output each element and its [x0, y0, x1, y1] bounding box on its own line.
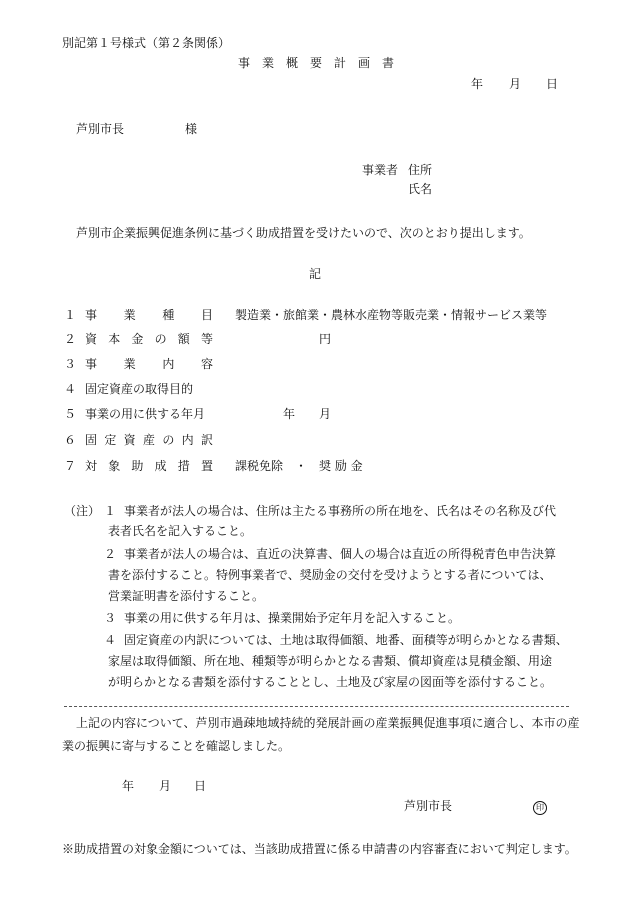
item-value: 円 [319, 332, 332, 346]
confirmation-line-1: 上記の内容について、芦別市過疎地域持続的発展計画の産業振興促進事項に適合し、本市の産 [76, 716, 580, 730]
signer-name: 芦別市長 [404, 799, 453, 813]
note-text: 事業者が法人の場合は、直近の決算書、個人の場合は直近の所得税青色申告決算 [124, 547, 557, 561]
note-number: ３ [104, 611, 117, 625]
item-label [85, 333, 213, 345]
confirmation-date-day: 日 [194, 779, 207, 793]
item-label-char: 資 [85, 332, 98, 346]
item-label-char: 措 [177, 459, 190, 473]
item-label-char: 事 [85, 308, 98, 322]
confirmation-date-year: 年 [122, 779, 135, 793]
item-label [85, 383, 213, 395]
document-title: 事 業 概 要 計 画 書 [238, 56, 395, 70]
note-text: が明らかとなる書類を添付することとし、土地及び家屋の図面等を添付すること。 [108, 675, 553, 689]
item-label-char: の [154, 332, 167, 346]
note-text: 事業の用に供する年月は、操業開始予定年月を記入すること。 [124, 611, 461, 625]
note-number: ２ [104, 547, 117, 561]
applicant-name-label: 氏名 [408, 182, 433, 196]
item-label [85, 358, 213, 370]
item-label-char: 固定資産の取得目的 [85, 382, 194, 396]
seal-icon: 印 [533, 801, 547, 815]
note-text: 家屋は取得価額、所在地、種類等が明らかとなる書類、償却資産は見積金額、用途 [108, 654, 553, 668]
item-label-char: 象 [108, 459, 121, 473]
item-number: ４ [64, 382, 77, 396]
confirmation-date-month: 月 [159, 779, 172, 793]
item-number: ７ [64, 459, 77, 473]
item-number: ２ [64, 332, 77, 346]
applicant-label: 事業者 [362, 163, 399, 177]
note-text: 営業証明書を添付すること。 [108, 589, 265, 603]
item-label-char: 内 [162, 357, 175, 371]
addressee-name: 芦別市長 [76, 122, 125, 136]
confirmation-line-2: 業の振興に寄与することを確認しました。 [62, 739, 291, 753]
seal-mark [533, 800, 547, 815]
item-label-char: 成 [154, 459, 167, 473]
footnote: ※助成措置の対象金額については、当該助成措置に係る申請書の内容審査において判定します。 [62, 842, 577, 856]
note-text: 表者氏名を記入すること。 [108, 524, 253, 538]
date-year-label: 年 [471, 77, 484, 91]
date-day-label: 日 [546, 77, 559, 91]
item-label-char: 事 [85, 357, 98, 371]
item-label-char: 額 [177, 332, 190, 346]
item-label-char: 助 [131, 459, 144, 473]
item-label-char: 置 [200, 459, 213, 473]
note-text: 事業者が法人の場合は、住所は主たる事務所の所在地を、氏名はその名称及び代 [124, 504, 557, 518]
item-value: 年 月 [283, 407, 332, 421]
item-label-char: 産 [142, 433, 155, 447]
addressee-honorific: 様 [185, 122, 198, 136]
notes-prefix: （注） [64, 504, 101, 518]
ki-label: 記 [309, 267, 322, 281]
item-value: 製造業・旅館業・農林水産物等販売業・情報サービス業等 [235, 308, 548, 322]
item-label-char: 等 [200, 332, 213, 346]
item-label-char: 業 [123, 357, 136, 371]
note-number: ４ [104, 633, 117, 647]
item-label-char: 固 [85, 433, 98, 447]
intro-text: 芦別市企業振興促進条例に基づく助成措置を受けたいので、次のとおり提出します。 [76, 226, 531, 240]
dashed-divider [64, 706, 569, 707]
item-label [85, 309, 213, 321]
item-label-char: 内 [181, 433, 194, 447]
item-label-char: 事業の用に供する年月 [85, 407, 206, 421]
item-label-char: 対 [85, 459, 98, 473]
item-label-char: 定 [104, 433, 117, 447]
item-label-char: 目 [200, 308, 213, 322]
item-number: ３ [64, 357, 77, 371]
item-label-char: 業 [123, 308, 136, 322]
item-label-char: 本 [108, 332, 121, 346]
form-number: 別記第１号様式（第２条関係） [62, 36, 231, 50]
item-number: ６ [64, 433, 77, 447]
item-label-char: 種 [162, 308, 175, 322]
item-number: ５ [64, 407, 77, 421]
item-label [85, 460, 213, 472]
item-label-char: 訳 [200, 433, 213, 447]
item-label-char: 資 [123, 433, 136, 447]
note-text: 書を添付すること。特例事業者で、奨励金の交付を受けようとする者については、 [108, 568, 552, 582]
item-label-char: 容 [200, 357, 213, 371]
date-month-label: 月 [509, 77, 522, 91]
item-label [85, 408, 213, 420]
item-label-char: の [162, 433, 175, 447]
item-label [85, 434, 213, 446]
note-number: １ [104, 504, 117, 518]
item-label-char: 金 [131, 332, 144, 346]
item-number: １ [64, 308, 77, 322]
applicant-address-label: 住所 [408, 163, 433, 177]
note-text: 固定資産の内訳については、土地は取得価額、地番、面積等が明らかとなる書類、 [124, 633, 568, 647]
item-value: 課税免除 ・ 奨 励 金 [235, 459, 363, 473]
